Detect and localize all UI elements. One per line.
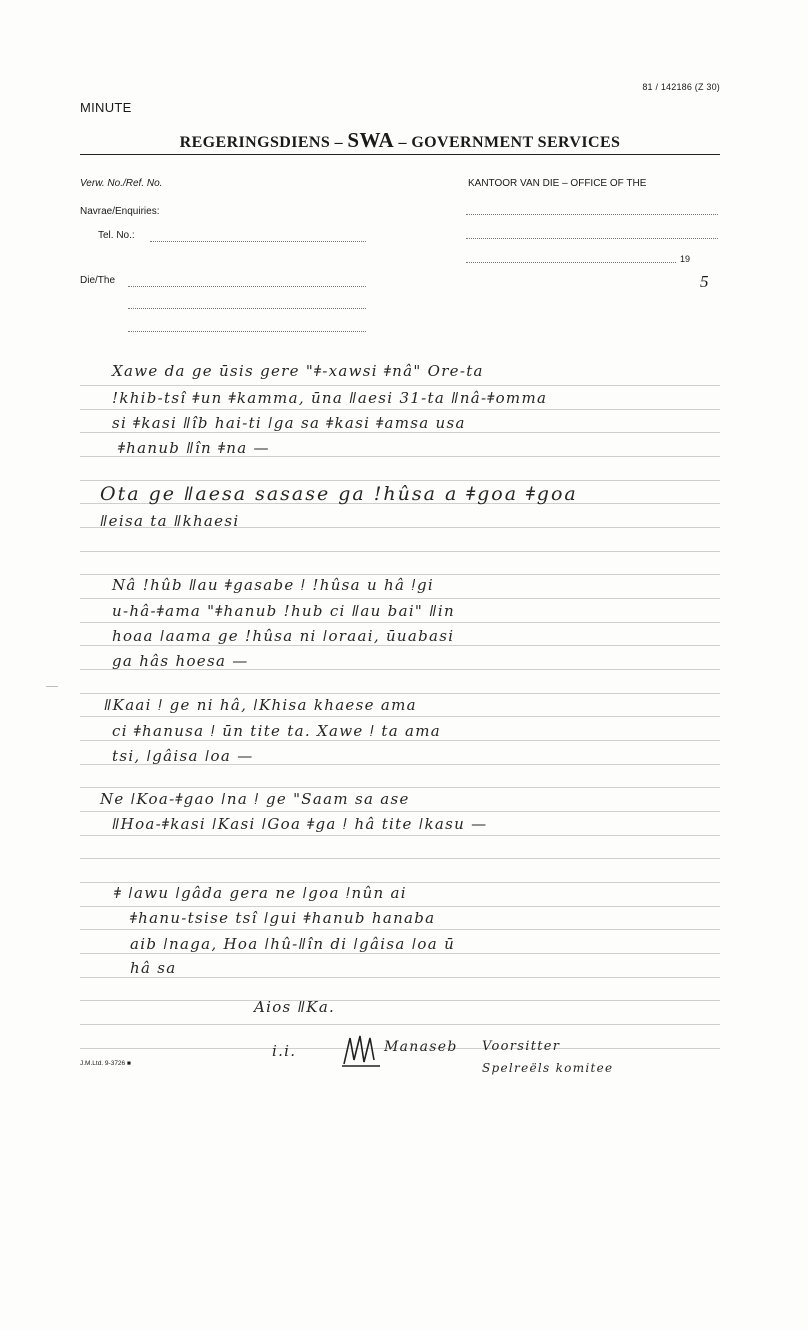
- ruled-line: [80, 882, 720, 883]
- tel-label: Tel. No.:: [98, 230, 135, 241]
- to-field-line-1: [128, 286, 366, 287]
- ruled-line: [80, 1000, 720, 1001]
- to-field-line-3: [128, 331, 366, 332]
- handwritten-line: aib ǀnaga, Hoa ǀhû-ǁîn di ǀgâisa ǀoa ū: [130, 935, 456, 953]
- closing: Aios ǁKa.: [254, 998, 336, 1016]
- title-dash-1: –: [334, 134, 343, 151]
- ruled-line: [80, 598, 720, 599]
- signatory-line2: Spelreëls komitee: [482, 1061, 614, 1075]
- ruled-line: [80, 622, 720, 623]
- ruled-line: [80, 740, 720, 741]
- handwritten-line: Xawe da ge ūsis gere "ǂ-xawsi ǂnâ" Ore-ta: [112, 362, 484, 380]
- enquiries-label: Navrae/Enquiries:: [80, 206, 160, 217]
- handwritten-line: ǂ ǀawu ǀgâda gera ne ǀgoa ǃnûn ai: [114, 884, 407, 902]
- handwritten-line: ǂhanub ǁîn ǂna —: [118, 439, 270, 457]
- handwritten-line: ǁHoa-ǂkasi ǀKasi ǀGoa ǂga ǃ hâ tite ǀkasu —: [112, 815, 488, 833]
- margin-fold-mark: [46, 686, 58, 687]
- ref-label: Verw. No./Ref. No.: [80, 178, 163, 189]
- title-left: REGERINGSDIENS: [179, 134, 331, 151]
- date-year-prefix: 19: [680, 254, 691, 264]
- office-field-line-2: [466, 238, 718, 239]
- ruled-line: [80, 645, 720, 646]
- signature-name: Manaseb: [384, 1039, 458, 1055]
- tel-field-line: [150, 241, 366, 242]
- handwritten-line: Ne ǀKoa-ǂgao ǀna ǃ ge "Saam sa ase: [100, 790, 410, 808]
- title-center: SWA: [347, 128, 395, 152]
- title-dash-2: –: [398, 134, 407, 151]
- minute-label: MINUTE: [80, 100, 132, 115]
- ruled-line: [80, 409, 720, 410]
- ruled-line: [80, 385, 720, 386]
- ruled-line: [80, 432, 720, 433]
- handwritten-line: ga hâs hoesa —: [112, 652, 249, 670]
- ruled-line: [80, 906, 720, 907]
- printer-code: J.M.Ltd. 9-3726 ■: [80, 1060, 131, 1067]
- ruled-line: [80, 693, 720, 694]
- handwritten-line: u-hâ-ǂama "ǂhanub !hub ci ǁau bai" ǁin: [112, 602, 455, 620]
- ruled-line: [80, 811, 720, 812]
- ruled-line: [80, 953, 720, 954]
- ruled-line: [80, 551, 720, 552]
- handwritten-line: !khib-tsî ǂun ǂkamma, ūna ǁaesi 31-ta ǁnâ-ǂomma: [112, 389, 548, 407]
- handwritten-line: hâ sa: [130, 959, 177, 977]
- handwritten-line: ǂhanu-tsise tsî ǀgui ǂhanub hanaba: [130, 909, 436, 927]
- title-rule: [80, 154, 720, 155]
- ruled-line: [80, 835, 720, 836]
- signature-prefix: i.i.: [272, 1042, 297, 1060]
- handwritten-line: tsi, ǀgâisa ǀoa —: [112, 747, 254, 765]
- office-field-line-1: [466, 214, 718, 215]
- ruled-line: [80, 787, 720, 788]
- handwritten-line: si ǂkasi ǁîb hai-ti ǀga sa ǂkasi ǂamsa usa: [112, 414, 466, 432]
- handwritten-line: ǁeisa ta ǁkhaesi: [100, 512, 240, 530]
- handwritten-line: hoaa ǀaama ge !hûsa ni ǀoraai, ūuabasi: [112, 627, 455, 645]
- signatory-title: Voorsitter: [482, 1039, 561, 1054]
- ruled-line: [80, 977, 720, 978]
- ruled-line: [80, 929, 720, 930]
- date-field-line: [466, 262, 676, 263]
- handwritten-line: Nâ !hûb ǁau ǂgasabe ǃ !hûsa u hâ ǃgi: [112, 576, 434, 594]
- handwritten-line: Ota ge ǁaesa sasase ga !hûsa a ǂgoa ǂgoa: [100, 483, 578, 505]
- handwritten-line: ǁKaai ǃ ge ni hâ, ǀKhisa khaese ama: [104, 696, 417, 714]
- ruled-line: [80, 716, 720, 717]
- office-label: KANTOOR VAN DIE – OFFICE OF THE: [468, 178, 647, 189]
- form-title: [80, 128, 720, 153]
- ruled-line: [80, 480, 720, 481]
- handwritten-line: ci ǂhanusa ǃ ūn tite ta. Xawe ǃ ta ama: [112, 722, 442, 740]
- page-number-handwritten: 5: [700, 272, 709, 291]
- ruled-line: [80, 858, 720, 859]
- ruled-line: [80, 574, 720, 575]
- ruled-line: [80, 1024, 720, 1025]
- title-right: GOVERNMENT SERVICES: [411, 134, 621, 151]
- form-number: 81 / 142186 (Z 30): [642, 82, 720, 92]
- to-label: Die/The: [80, 275, 116, 286]
- to-field-line-2: [128, 308, 366, 309]
